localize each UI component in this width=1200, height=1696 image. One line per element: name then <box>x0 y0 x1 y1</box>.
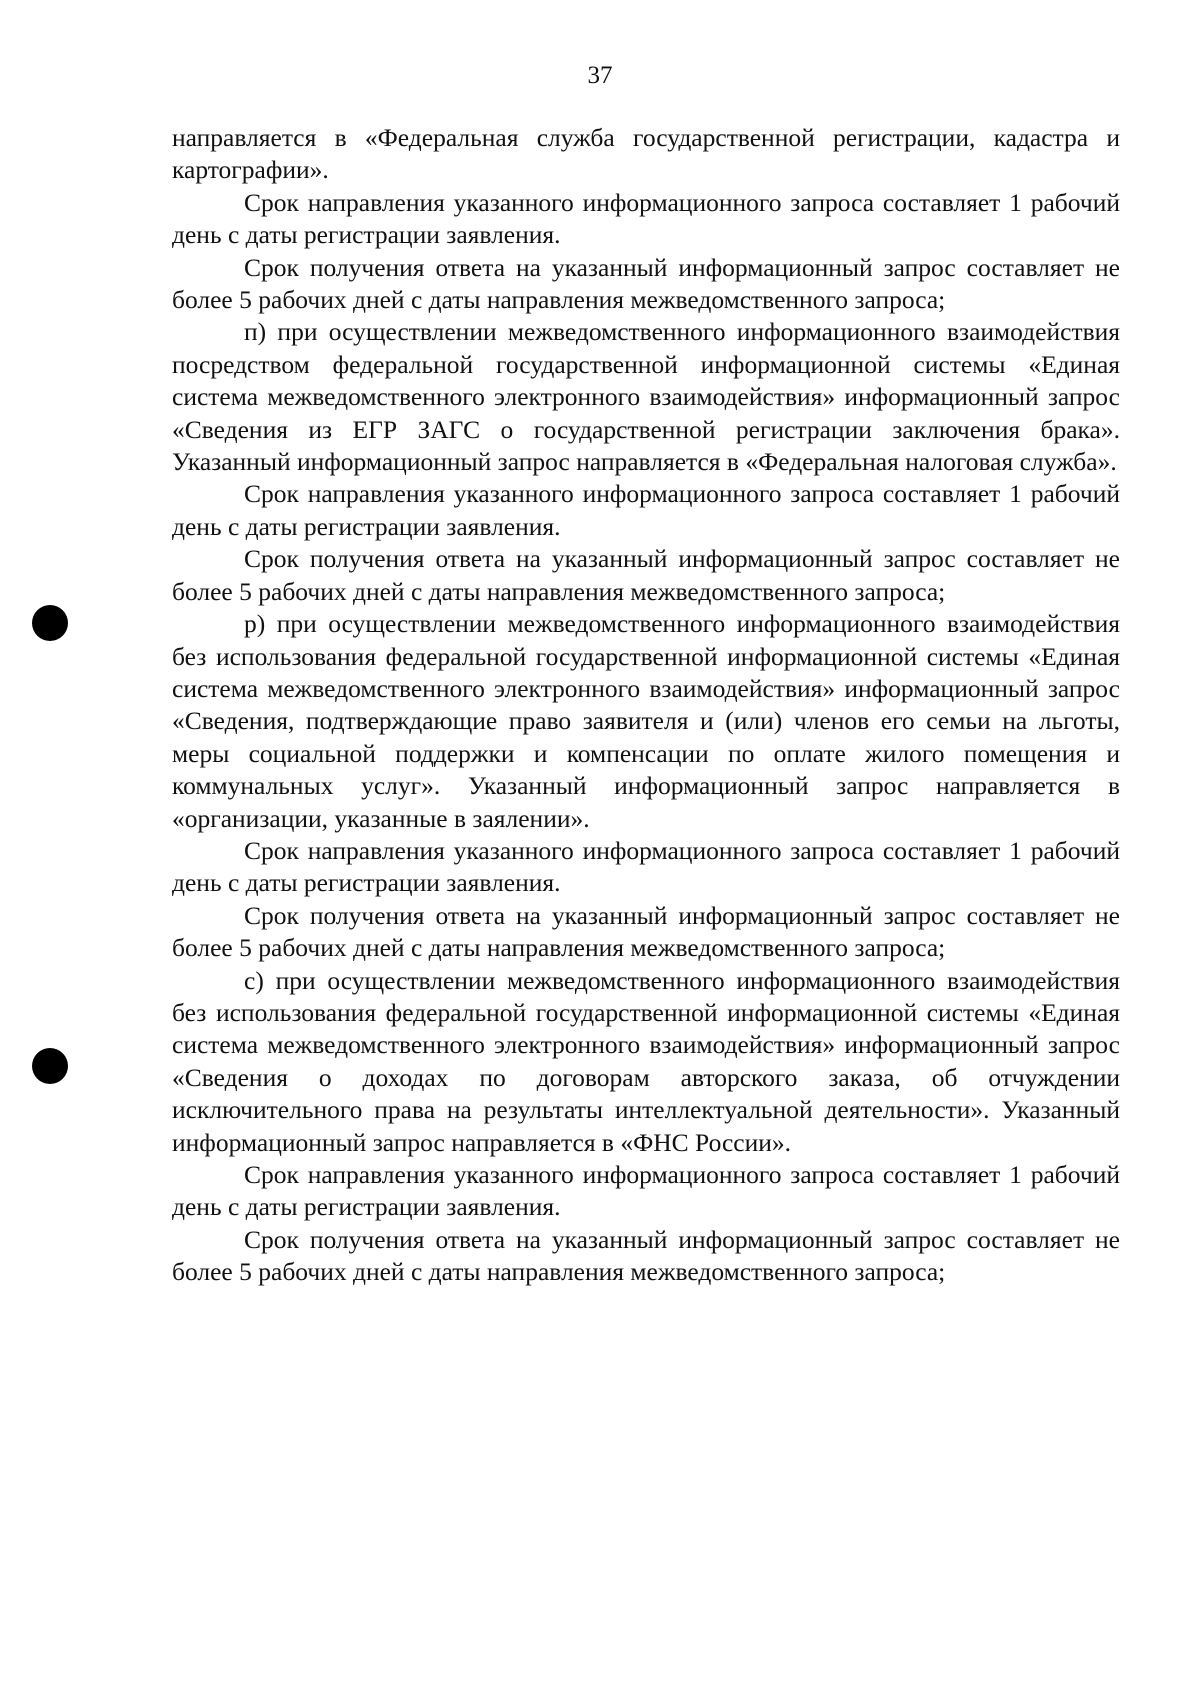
paragraph-response-deadline: Срок получения ответа на указанный информационный запрос составляет не более 5 рабочих дней с даты направления межведомственного запроса; <box>172 544 1120 606</box>
paragraph-request-deadline: Срок направления указанного информационного запроса составляет 1 рабочий день с даты регистрации заявления. <box>172 479 1120 541</box>
punch-hole-mark <box>32 1048 68 1084</box>
paragraph-item-p: п) при осуществлении межведомственного информационного взаимодействия посредством федеральной государственной информационной системы «Единая система межведомственного электронного взаимодействия» информационный запрос «Сведения из ЕГР ЗАГС о государственной регистрации заключения брака». Указанный информационный запрос направляется в «Федеральная налоговая служба». <box>172 317 1120 477</box>
paragraph-continuation: направляется в «Федеральная служба государственной регистрации, кадастра и картографии». <box>172 123 1120 185</box>
paragraph-response-deadline: Срок получения ответа на указанный информационный запрос составляет не более 5 рабочих дней с даты направления межведомственного запроса; <box>172 1224 1120 1287</box>
paragraph-item-r: р) при осуществлении межведомственного информационного взаимодействия без использования федеральной государственной информационной системы «Единая система межведомственного электронного взаимодействия» информационный запрос «Сведения, подтверждающие право заявителя и (или) членов его семьи на льготы, меры социальной поддержки и компенсации по оплате жилого помещения и коммунальных услуг». Указанный информационный запрос направляется в «организации, указанные в заялении». <box>172 609 1120 833</box>
page-number: 37 <box>587 62 613 89</box>
paragraph-item-s: с) при осуществлении межведомственного информационного взаимодействия без использования федеральной государственной информационной системы «Единая система межведомственного электронного взаимодействия» информационный запрос «Сведения о доходах по договорам авторского заказа, об отчуждении исключительного права на результаты интеллектуальной деятельности». Указанный информационный запрос направляется в «ФНС России». <box>172 965 1120 1157</box>
paragraph-response-deadline: Срок получения ответа на указанный информационный запрос составляет не более 5 рабочих дней с даты направления межведомственного запроса; <box>172 900 1120 963</box>
punch-hole-mark <box>32 605 68 641</box>
document-body <box>172 122 1120 1289</box>
paragraph-request-deadline: Срок направления указанного информационного запроса составляет 1 рабочий день с даты регистрации заявления. <box>172 187 1120 250</box>
paragraph-request-deadline: Срок направления указанного информационного запроса составляет 1 рабочий день с даты регистрации заявления. <box>172 1160 1120 1222</box>
paragraph-response-deadline: Срок получения ответа на указанный информационный запрос составляет не более 5 рабочих дней с даты направления межведомственного запроса; <box>172 252 1120 315</box>
paragraph-request-deadline: Срок направления указанного информационного запроса составляет 1 рабочий день с даты регистрации заявления. <box>172 835 1120 898</box>
